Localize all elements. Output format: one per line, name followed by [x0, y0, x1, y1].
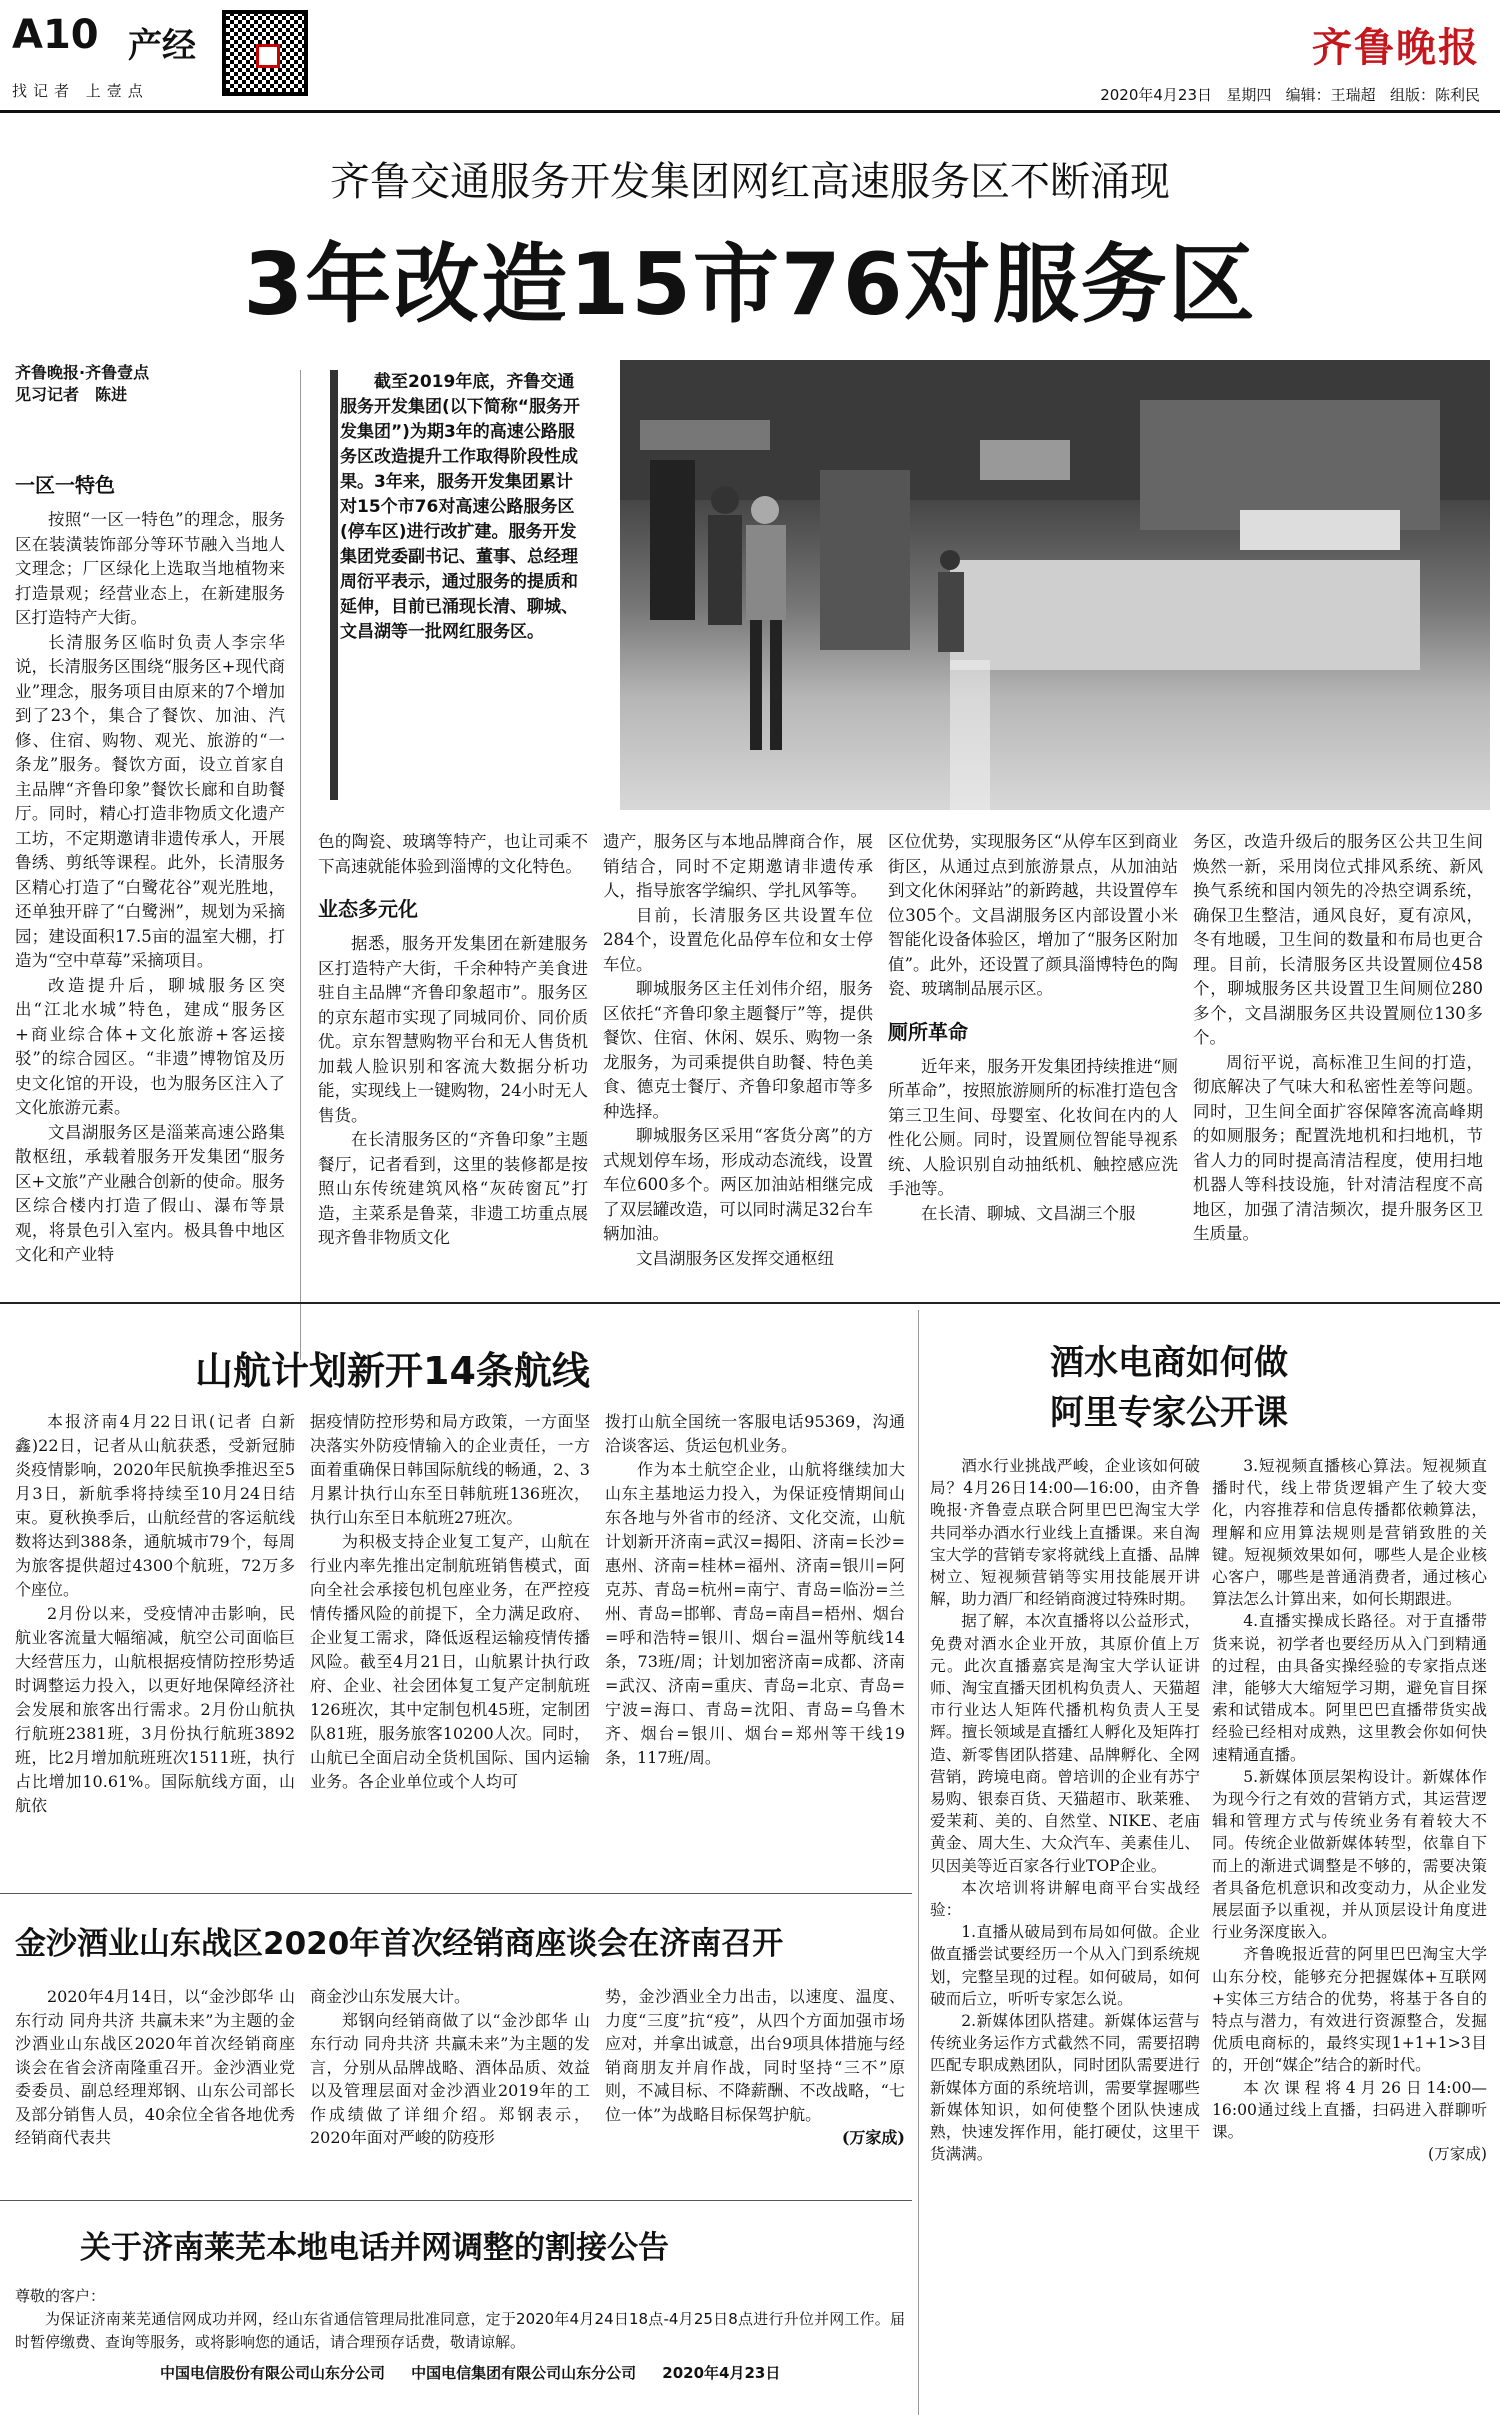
- rule-story4: [0, 1893, 912, 1894]
- column-rule: [300, 370, 301, 1360]
- notice-sign-1: 中国电信股份有限公司山东分公司: [160, 2364, 386, 2382]
- page-number: A10: [12, 12, 99, 58]
- byline-reporter: 见习记者 陈进: [15, 385, 128, 404]
- section-name: 产经: [128, 26, 196, 66]
- jinsha-column-1: 2020年4月14日，以“金沙郎华 山东行动 同舟共济 共赢未来”为主题的金沙酒业山东战区2020年首次经销商座谈会在省会济南隆重召开。金沙酒业党委委员、副总经理郑钢、山东公司部长及部分销售人员，40余位全省各地优秀经销商代表共: [15, 1987, 295, 2147]
- issue-date: 2020年4月23日: [1100, 86, 1213, 104]
- liquor-credit: (万家成): [1428, 2145, 1487, 2164]
- layout-editor: 组版：陈利民: [1389, 86, 1480, 104]
- main-column-2: 色的陶瓷、玻璃等特产，也让司乘不下高速就能体验到淄博的文化特色。 业态多元化 据悉，服务开发集团在新建服务区打造特产大街，千余种特产美食进驻自主品牌“齐鲁印象超市”。服务区的京东超市实现了同城同价、同价质优。京东智慧购物平台和无人售货机加载人脸识别和客流大数据分析功能，实现线上一键购物，24小时无人售货。 在长清服务区的“齐鲁印象”主题餐厅，记者看到，这里的装修都是按照山东传统建筑风格“灰砖窗瓦”打造，主菜系是鲁菜，非遗工坊重点展现齐鲁非物质文化: [318, 832, 588, 1247]
- main-column-1: 一区一特色 按照“一区一特色”的理念，服务区在装潢装饰部分等环节融入当地人文理念；厂区绿化上选取当地植物来打造景观；经营业态上，在新建服务区打造特产大街。 长清服务区临时负责人李宗华说，长清服务区围绕“服务区+现代商业”理念，服务项目由原来的7个增加到了23个，集合了餐饮、加油、汽修、住宿、购物、观光、旅游的“一条龙”服务。餐饮方面，设立首家自主品牌“齐鲁印象”餐饮长廊和自助餐厅。同时，精心打造非物质文化遗产工坊，不定期邀请非遗传承人，开展鲁绣、剪纸等课程。此外，长清服务区精心打造了“白鹭花谷”观光胜地，还单独开辟了“白鹭洲”，规划为采摘园；建设面积17.5亩的温室大棚，打造为“空中草莓”采摘项目。 改造提升后，聊城服务区突出“江北水城”特色，建成“服务区+商业综合体+文化旅游+客运接驳”的综合园区。“非遗”博物馆及历史文化馆的开设，也为服务区注入了文化旅游元素。 文昌湖服务区是淄莱高速公路集散枢纽，承载着服务开发集团“服务区+文旅”产业融合创新的使命。服务区综合楼内打造了假山、瀑布等景观，将景色引入室内。极具鲁中地区文化和产业特: [15, 455, 285, 1268]
- main-kicker: 齐鲁交通服务开发集团网红高速服务区不断涌现: [330, 159, 1170, 205]
- subhead-toilet-revolution: 厕所革命: [888, 1019, 968, 1044]
- liquor-column-2: 3.短视频直播核心算法。短视频直播时代，线上带货逻辑产生了较大变化，内容推荐和信息传播都依赖算法，理解和应用算法规则是营销致胜的关键。短视频效果如何，哪些人是企业核心客户，哪些是普通消费者，通过核心算法怎么计算出来，如何长期跟进。 4.直播实操成长路径。对于直播带货来说，初学者也要经历从入门到精通的过程，由具备实操经验的专家指点迷津，能够大大缩短学习期，避免盲目探索和试错成本。阿里巴巴直播带货实战经验已经相对成熟，这里教会你如何快速精通直播。 5.新媒体顶层架构设计。新媒体作为现今行之有效的营销方式，其运营逻辑和管理方式与传统业务有着较大不同。传统企业做新媒体转型，依靠自下而上的渐进式调整是不够的，需要决策者具备危机意识和改变动力，从企业发展层面予以重视，并从顶层设计角度进行业务深度嵌入。 齐鲁晚报近营的阿里巴巴淘宝大学山东分校，能够充分把握媒体+互联网+实体三方结合的优势，将基于各自的特点与潜力，有效进行资源整合，发掘优质电商标的，最终实现1+1+1>3目的，开创“媒企”结合的新时代。 本次课程将4月26日14:00—16:00通过线上直播，扫码进入群聊听课。 (万家成): [1212, 1455, 1487, 2166]
- story-liquor-ecommerce-title-1: 酒水电商如何做: [1050, 1343, 1288, 1383]
- rule-notice: [0, 2200, 912, 2201]
- airline-column-3: 拨打山航全国统一客服电话95369，沟通洽谈客运、货运包机业务。 作为本土航空企业，山航将继续加大山东主基地运力投入，为保证疫情期间山东各地与外省市的经济、文化交流，山航计划新开济南=武汉=揭阳、济南=长沙=惠州、济南=桂林=福州、济南=银川=阿克苏、青岛=杭州=南宁、青岛=临汾=兰州、青岛=邯郸、青岛=南昌=梧州、烟台=呼和浩特=银川、烟台=温州等航线14条，73班/周；计划加密济南=成都、济南=武汉、济南=重庆、青岛=北京、青岛=宁波=海口、青岛=沈阳、青岛=乌鲁木齐、烟台=银川、烟台=郑州等干线19条，117班/周。: [605, 1412, 905, 1767]
- airline-column-1: 本报济南4月22日讯(记者 白新鑫)22日，记者从山航获悉，受新冠肺炎疫情影响，2020年民航换季推迟至5月3日，新航季将持续至10月24日结束。夏秋换季后，山航经营的客运航线数将达到388条，通航城市79个，每周为旅客提供超过4300个航班，72万多个座位。 2月份以来，受疫情冲击影响，民航业客流量大幅缩减，航空公司面临巨大经营压力，山航根据疫情防控形势适时调整运力投入，以更好地保障经济社会发展和旅客出行需求。2月份山航执行航班2381班，3月份执行航班3892班，比2月增加航班班次1511班，执行占比增加10.61%。国际航线方面，山航依: [15, 1412, 295, 1815]
- liquor-column-1: 酒水行业挑战严峻，企业该如何破局？4月26日14:00—16:00，由齐鲁晚报·齐鲁壹点联合阿里巴巴淘宝大学共同举办酒水行业线上直播课。来自淘宝大学的营销专家将就线上直播、品牌树立、短视频营销等实用技能展开讲解，助力酒厂和经销商渡过特殊时期。 据了解，本次直播将以公益形式，免费对酒水企业开放，其原价值上万元。此次直播嘉宾是淘宝大学认证讲师、淘宝直播天团机构负责人、天猫超市行业达人矩阵代播机构负责人王旻辉。擅长领域是直播红人孵化及矩阵打造、新零售团队搭建、品牌孵化、全网营销，跨境电商。曾培训的企业有苏宁易购、银泰百货、天猫超市、耿莱雅、爱茉莉、美的、自然堂、NIKE、老庙黄金、周大生、大众汽车、美素佳儿、贝因美等近百家各行业TOP企业。 本次培训将讲解电商平台实战经验： 1.直播从破局到布局如何做。企业做直播尝试要经历一个从入门到系统规划，完整呈现的过程。如何破局，如何破而后立，听听专家怎么说。 2.新媒体团队搭建。新媒体运营与传统业务运作方式截然不同，需要招聘匹配专职成熟团队，同时团队需要进行新媒体方面的系统培训，需要掌握哪些新媒体知识，如何使整个团队快速成熟，快速发挥作用，能打硬仗，这里干货满满。: [930, 1457, 1200, 2164]
- section-rule: [0, 1302, 1500, 1304]
- jinsha-column-2: 商金沙山东发展大计。 郑钢向经销商做了以“金沙郎华 山东行动 同舟共济 共赢未来”为主题的发言，分别从品牌战略、酒体品质、效益以及管理层面对金沙酒业2019年的工作成绩做了详细介绍。郑钢表示，2020年面对严峻的防疫形: [310, 1987, 590, 2147]
- main-column-5: 务区，改造升级后的服务区公共卫生间焕然一新，采用岗位式排风系统、新风换气系统和国内领先的冷热空调系统，确保卫生整洁，通风良好，夏有凉风，冬有地暖，卫生间的数量和布局也更合理。目前，长清服务区共设置厕位458个，聊城服务区共设置卫生间厕位280多个，文昌湖服务区共设置厕位130多个。 周衍平说，高标准卫生间的打造，彻底解决了气味大和私密性差等问题。同时，卫生间全面扩容保障客流高峰期的如厕服务；配置洗地机和扫地机，节省人力的同时提高清洁程度，使用扫地机器人等科技设施，针对清洁程度不高地区，加强了清洁频次，提升服务区卫生质量。: [1193, 832, 1483, 1243]
- airline-column-2: 据疫情防控形势和局方政策，一方面坚决落实外防疫情输入的企业责任，一方面着重确保日韩国际航线的畅通，2、3月累计执行山东至日韩航班136班次，执行山东至日本航班27班次。 为积极支持企业复工复产，山航在行业内率先推出定制航班销售模式，面向全社会承接包机包座业务，在严控疫情传播风险的前提下，全力满足政府、企业复工需求，降低返程运输疫情传播风险。截至4月21日，山航累计执行政府、企业、社会团体复工复产定制航班126班次，其中定制包机45班，定制团队81班，服务旅客10200人次。同时，山航已全面启动全货机国际、国内运输业务。各企业单位或个人均可: [310, 1412, 590, 1791]
- byline-source: 齐鲁晚报·齐鲁壹点: [15, 363, 150, 382]
- story-liquor-ecommerce-title-2: 阿里专家公开课: [1050, 1393, 1288, 1433]
- photo-illustration: [620, 360, 1490, 810]
- byline: [15, 362, 149, 406]
- qr-code-icon[interactable]: [222, 10, 308, 96]
- main-column-4: 区位优势，实现服务区“从停车区到商业街区，从通过点到旅游景点，从加油站到文化休闲驿站”的新跨越，共设置停车位305个。文昌湖服务区内部设置小米智能化设备体验区，增加了“服务区附加值”。此外，还设置了颜具淄博特色的陶瓷、玻璃制品展示区。 厕所革命 近年来，服务开发集团持续推进“厕所革命”，按照旅游厕所的标准打造包含第三卫生间、母婴室、化妆间在内的人性化公厕。同时，设置厕位智能导视系统、人脸识别自动抽纸机、触控感应洗手池等。 在长清、聊城、文昌湖三个服: [888, 832, 1178, 1223]
- jinsha-column-3: 势，金沙酒业全力出击，以速度、温度、力度“三度”抗“疫”，从四个方面加强市场应对，并拿出诚意，出台9项具体措施与经销商朋友并肩作战，同时坚持“三不”原则，不减目标、不降薪酬、不改战略，“七位一体”为战略目标保驾护航。 (万家成): [605, 1985, 905, 2150]
- issue-weekday: 星期四: [1226, 86, 1272, 104]
- lead-bar: [330, 370, 338, 800]
- main-column-3: 遗产，服务区与本地品牌商合作，展销结合，同时不定期邀请非遗传承人，指导旅客学编织、学扎风筝等。 目前，长清服务区共设置车位284个，设置危化品停车位和女士停车位。 聊城服务区主任刘伟介绍，服务区依托“齐鲁印象主题餐厅”等，提供餐饮、住宿、休闲、娱乐、购物一条龙服务，为司乘提供自助餐、特色美食、德克士餐厅、齐鲁印象超市等多种选择。 聊城服务区采用“客货分离”的方式规划停车场，形成动态流线，设置车位600多个。两区加油站相继完成了双层罐改造，可以同时满足32台车辆加油。 文昌湖服务区发挥交通枢纽: [603, 832, 873, 1268]
- column-rule-right: [918, 1310, 919, 2415]
- notice-greeting: 尊敬的客户：: [15, 2287, 106, 2305]
- service-area-photo: [620, 360, 1490, 810]
- subhead-diversified-business: 业态多元化: [318, 897, 418, 921]
- main-headline: 3年改造15市76对服务区: [243, 235, 1257, 335]
- issue-meta: [1100, 84, 1480, 105]
- story-shandong-airlines-title: 山航计划新开14条航线: [195, 1349, 590, 1393]
- subhead-one-area-one-feature: 一区一特色: [15, 473, 115, 497]
- newspaper-logo: 齐鲁晚报: [1312, 24, 1480, 71]
- story-jinsha-title: 金沙酒业山东战区2020年首次经销商座谈会在济南召开: [15, 1926, 784, 1962]
- slogan: 找记者 上壹点: [12, 82, 149, 100]
- header-rule: [0, 110, 1500, 113]
- notice-date: 2020年4月23日: [662, 2364, 781, 2382]
- notice-body: 为保证济南莱芜通信网成功并网，经山东省通信管理局批准同意，定于2020年4月24日18点-4月25日8点进行升位并网工作。届时暂停缴费、查询等服务，或将影响您的通话，请合理预存话费，敬请谅解。: [15, 2310, 905, 2351]
- notice-sign-2: 中国电信集团有限公司山东分公司: [411, 2364, 637, 2382]
- editor: 编辑：王瑞超: [1285, 86, 1376, 104]
- notice-signatures: [160, 2362, 780, 2383]
- jinsha-credit: (万家成): [841, 2128, 905, 2147]
- notice-title: 关于济南莱芜本地电话并网调整的割接公告: [80, 2230, 669, 2266]
- lead-paragraph: 截至2019年底，齐鲁交通服务开发集团(以下简称“服务开发集团”)为期3年的高速公路服务区改造提升工作取得阶段性成果。3年来，服务开发集团累计对15个市76对高速公路服务区(停车区)进行改扩建。服务开发集团党委副书记、董事、总经理周衍平表示，通过服务的提质和延伸，目前已涌现长清、聊城、文昌湖等一批网红服务区。: [340, 372, 580, 642]
